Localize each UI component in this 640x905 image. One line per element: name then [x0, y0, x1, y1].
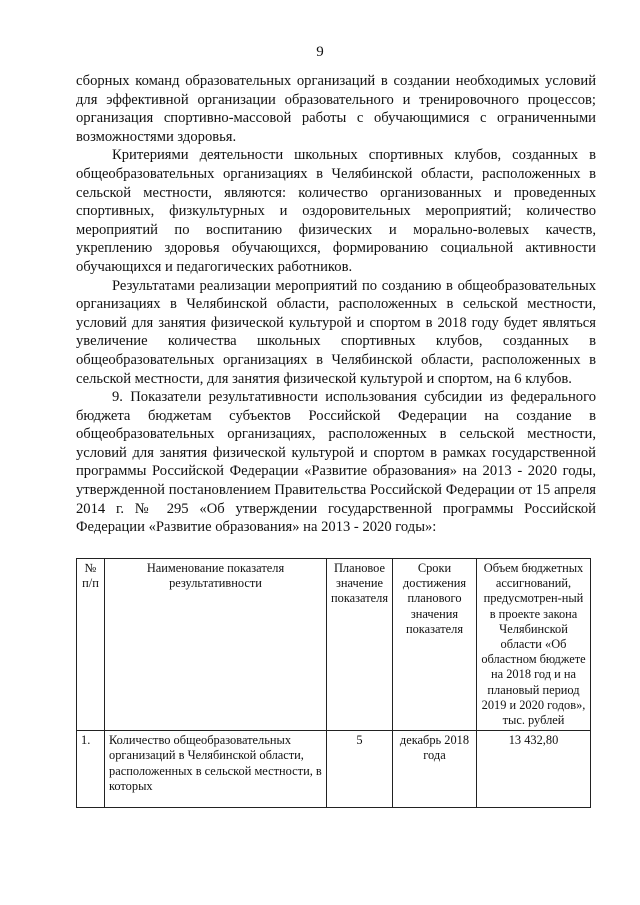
header-number: № п/п	[77, 559, 105, 731]
header-budget: Объем бюджетных ассигнований, предусмотрен-ный в проекте закона Челябинской области «Об областном бюджете на 2018 год и на плановый период 2019 и 2020 годов», тыс. рублей	[477, 559, 591, 731]
row-planned-value: 5	[327, 731, 393, 808]
page-number: 9	[316, 44, 324, 60]
table-header-row	[77, 559, 591, 731]
paragraph-2: Критериями деятельности школьных спортивных клубов, созданных в общеобразовательных организациях в Челябинской области, расположенных в сельской местности, являются: количество организованных и проведенных спортивных, физкультурных и оздоровительных мероприятий; количество мероприятий по воспитанию физических и морально-волевых качеств, укреплению здоровья обучающихся, формированию социальной активности обучающихся и педагогических работников.	[76, 147, 596, 275]
body-text	[76, 72, 596, 537]
header-indicator-name: Наименование показателя результативности	[105, 559, 327, 731]
row-number: 1.	[77, 731, 105, 808]
row-deadline: декабрь 2018 года	[393, 731, 477, 808]
header-deadline: Сроки достижения планового значения показателя	[393, 559, 477, 731]
row-indicator-name: Количество общеобразовательных организаций в Челябинской области, расположенных в сельской местности, в которых	[105, 731, 327, 808]
table-row	[77, 731, 591, 808]
header-planned-value: Плановое значение показателя	[327, 559, 393, 731]
paragraph-1: сборных команд образовательных организаций в создании необходимых условий для эффективной организации образовательного и тренировочного процессов; организация спортивно-массовой работы с обучающимися с ограниченными возможностями здоровья.	[76, 73, 596, 145]
results-indicator-table	[76, 558, 591, 808]
paragraph-4: 9. Показатели результативности использования субсидии из федерального бюджета бюджетам субъектов Российской Федерации на создание в общеобразовательных организациях, расположенных в сельской местности, условий для занятия физической культурой и спортом в рамках государственной программы Российской Федерации «Развитие образования» на 2013 - 2020 годы, утвержденной постановлением Правительства Российской Федерации от 15 апреля 2014 г. № 295 «Об утверждении государственной программы Российской Федерации «Развитие образования» на 2013 - 2020 годы»:	[76, 389, 596, 536]
paragraph-3: Результатами реализации мероприятий по созданию в общеобразовательных организациях в Челябинской области, расположенных в сельской местности, условий для занятия физической культурой и спортом в 2018 году будет являться увеличение количества школьных спортивных клубов, созданных в общеобразовательных организациях в Челябинской области, расположенных в сельской местности, для занятия физической культурой и спортом, на 6 клубов.	[76, 277, 596, 387]
row-budget: 13 432,80	[477, 731, 591, 808]
